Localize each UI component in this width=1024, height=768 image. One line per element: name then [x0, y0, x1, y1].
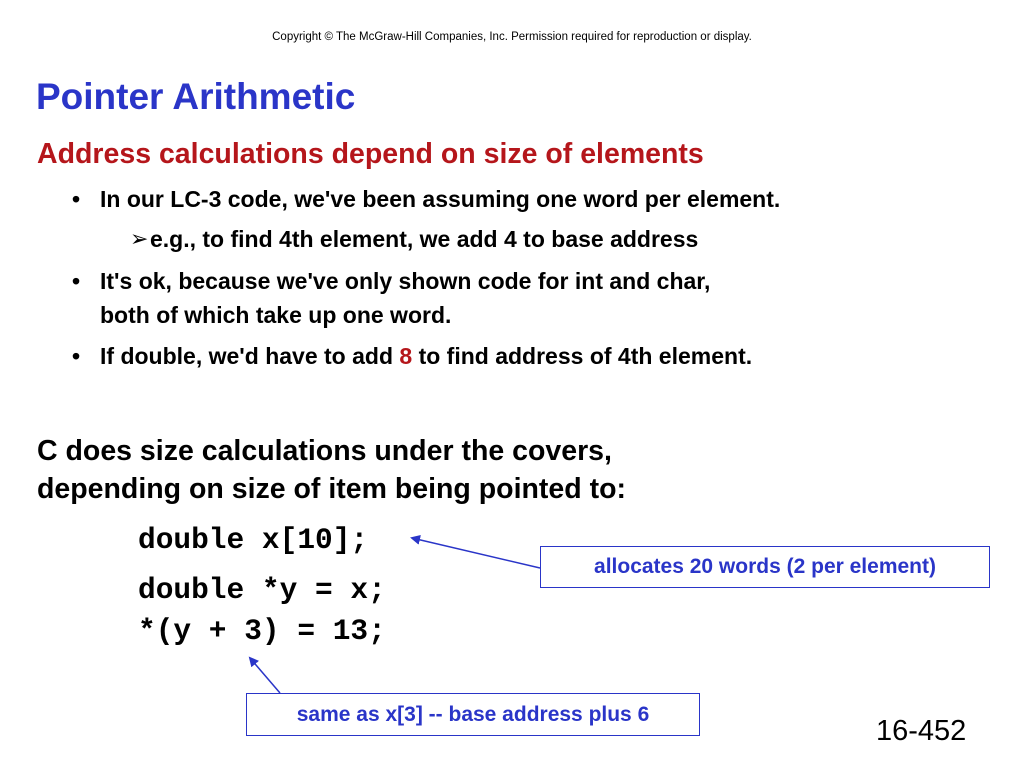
bullet-text-line-2: both of which take up one word. — [100, 302, 452, 328]
callout-box-same-as — [246, 693, 700, 736]
bullet-text: In our LC-3 code, we've been assuming one word per element. — [100, 186, 781, 212]
code-line-2: double *y = x; — [138, 573, 386, 607]
section-heading-line-2: depending on size of item being pointed to: — [37, 473, 626, 505]
sub-bullet-text: e.g., to find 4th element, we add 4 to base address — [150, 226, 699, 252]
slide-title: Pointer Arithmetic — [36, 76, 356, 117]
code-line-1: double x[10]; — [138, 523, 369, 557]
bullet-dot-icon: • — [72, 343, 81, 369]
highlight-number: 8 — [399, 343, 413, 369]
copyright-notice: Copyright © The McGraw-Hill Companies, Inc. Permission required for reproduction or display. — [272, 31, 752, 43]
slide-subtitle: Address calculations depend on size of elements — [37, 138, 704, 170]
page-number: 16-452 — [876, 715, 967, 747]
section-heading-line-1: C does size calculations under the covers, — [37, 435, 612, 467]
callout-arrow-same-as — [250, 658, 280, 693]
callout-arrow-alloc — [412, 538, 540, 568]
bullet-dot-icon: • — [72, 268, 81, 294]
bullet-dot-icon: • — [72, 186, 81, 212]
callout-box-allocates — [540, 546, 990, 588]
arrow-bullet-icon: ➢ — [130, 226, 149, 251]
bullet-text-post: to find address of 4th element. — [412, 343, 753, 369]
code-line-3: *(y + 3) = 13; — [138, 614, 386, 648]
bullet-text-line-1: It's ok, because we've only shown code for int and char, — [100, 268, 711, 294]
bullet-text-pre: If double, we'd have to add — [100, 343, 400, 369]
callout-text-same-as: same as x[3] -- base address plus 6 — [296, 702, 650, 726]
callout-text-allocates: allocates 20 words (2 per element) — [594, 555, 936, 578]
